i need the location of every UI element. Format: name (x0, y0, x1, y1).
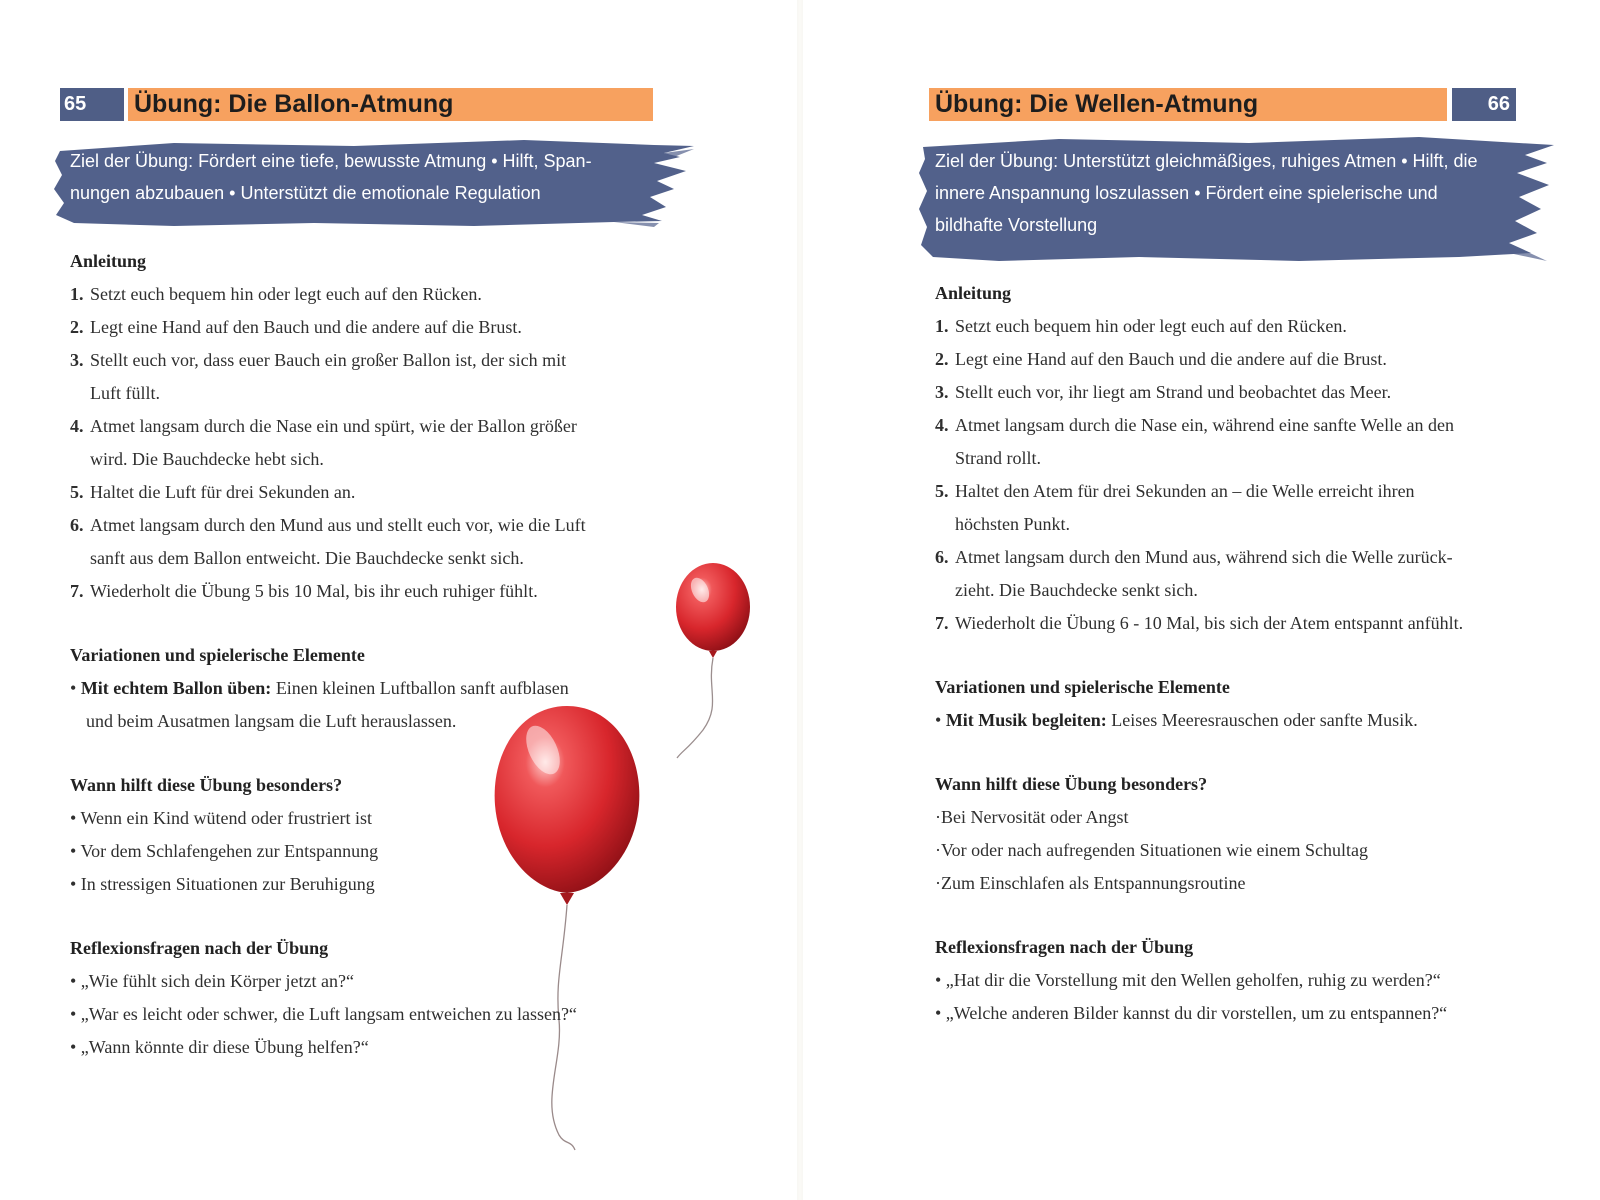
step-text: Atmet langsam durch die Nase ein, während eine sanfte Welle an den (955, 415, 1455, 435)
step-item (70, 278, 670, 311)
left-page (0, 0, 797, 1200)
right-page-title (929, 88, 1447, 121)
balloon-illustration-icon (485, 560, 760, 1180)
step-number: 3. (70, 350, 84, 370)
goal-line: Ziel der Übung: Unterstützt gleichmäßiges, ruhiges Atmen • Hilft, die (935, 151, 1478, 171)
step-text: Haltet die Luft für drei Sekunden an. (90, 482, 356, 502)
right-page-number-text: 66 (1487, 93, 1510, 115)
step-text: Legt eine Hand auf den Bauch und die andere auf die Brust. (955, 349, 1387, 369)
step-item (935, 409, 1575, 475)
when-item: • In stressigen Situationen zur Beruhigung (70, 874, 375, 894)
when-item: • Wenn ein Kind wütend oder frustriert ist (70, 808, 372, 828)
right-goal-banner (919, 135, 1554, 265)
step-text: Setzt euch bequem hin oder legt euch auf den Rücken. (955, 316, 1347, 336)
left-title-text: Übung: Die Ballon-Atmung (134, 90, 454, 118)
step-number: 7. (70, 581, 84, 601)
right-goal-text (935, 145, 1478, 241)
goal-line: innere Anspannung loszulassen • Fördert eine spielerische und (935, 183, 1438, 203)
step-number: 5. (935, 481, 949, 501)
reflection-item: • „War es leicht oder schwer, die Luft langsam entweichen zu lassen?“ (70, 1004, 577, 1024)
variation-text: und beim Ausatmen langsam die Luft herauslassen. (86, 711, 457, 731)
when-heading: Wann hilft diese Übung besonders? (70, 775, 343, 795)
step-number: 1. (935, 316, 949, 336)
instructions-heading: Anleitung (935, 283, 1012, 303)
step-item (70, 311, 670, 344)
when-heading: Wann hilft diese Übung besonders? (935, 774, 1208, 794)
right-page-number (1452, 88, 1516, 121)
variation-item: • Mit Musik begleiten: Leises Meeresrauschen oder sanfte Musik. (935, 710, 1418, 730)
step-text: Strand rollt. (955, 448, 1041, 468)
reflection-heading: Reflexionsfragen nach der Übung (70, 938, 329, 958)
variation-item: • Mit echtem Ballon üben: Einen kleinen Luftballon sanft aufblasen und beim Ausatmen langsam die Luft herauslassen. (70, 678, 569, 731)
reflection-item: • „Welche anderen Bilder kannst du dir vorstellen, um zu entspannen?“ (935, 1003, 1448, 1023)
when-item: • Vor dem Schlafengehen zur Entspannung (70, 841, 379, 861)
right-content (935, 277, 1575, 1030)
left-goal-banner (54, 137, 694, 229)
step-text: Legt eine Hand auf den Bauch und die andere auf die Brust. (90, 317, 522, 337)
goal-line: Ziel der Übung: Fördert eine tiefe, bewusste Atmung • Hilft, Span- (70, 151, 592, 171)
step-number: 4. (70, 416, 84, 436)
variations-heading: Variationen und spielerische Elemente (70, 645, 365, 665)
small-balloon-icon (676, 563, 750, 758)
step-item (70, 410, 670, 476)
step-item (935, 607, 1575, 640)
instructions-heading: Anleitung (70, 251, 147, 271)
variation-bold: Mit Musik begleiten: (945, 710, 1107, 730)
left-goal-text (70, 145, 592, 209)
step-item (935, 310, 1575, 343)
step-number: 2. (70, 317, 84, 337)
step-text: höchsten Punkt. (955, 514, 1070, 534)
step-item (935, 376, 1575, 409)
step-number: 4. (935, 415, 949, 435)
step-text: Stellt euch vor, ihr liegt am Strand und beobachtet das Meer. (955, 382, 1392, 402)
step-number: 5. (70, 482, 84, 502)
right-page (803, 0, 1600, 1200)
left-page-title (128, 88, 653, 121)
reflection-item: • „Wie fühlt sich dein Körper jetzt an?“ (70, 971, 354, 991)
step-item (935, 343, 1575, 376)
reflection-item: • „Wann könnte dir diese Übung helfen?“ (70, 1037, 369, 1057)
step-text: Wiederholt die Übung 6 - 10 Mal, bis sich der Atem entspannt anfühlt. (955, 613, 1464, 633)
step-text: Haltet den Atem für drei Sekunden an – die Welle erreicht ihren (955, 481, 1415, 501)
step-item (935, 475, 1575, 541)
large-balloon-icon (495, 706, 640, 1150)
variations-heading: Variationen und spielerische Elemente (935, 677, 1230, 697)
goal-line: nungen abzubauen • Unterstützt die emotionale Regulation (70, 183, 541, 203)
step-text: Setzt euch bequem hin oder legt euch auf den Rücken. (90, 284, 482, 304)
when-item: ·Vor oder nach aufregenden Situationen wie einem Schultag (935, 840, 1369, 860)
step-text: Atmet langsam durch den Mund aus und stellt euch vor, wie die Luft (90, 515, 586, 535)
step-number: 6. (935, 547, 949, 567)
step-text: Luft füllt. (90, 383, 160, 403)
step-number: 7. (935, 613, 949, 633)
variation-text: Leises Meeresrauschen oder sanfte Musik. (1106, 710, 1418, 730)
step-item (70, 476, 670, 509)
step-text: Wiederholt die Übung 5 bis 10 Mal, bis ihr euch ruhiger fühlt. (90, 581, 538, 601)
left-page-number (60, 88, 124, 121)
when-item: ·Zum Einschlafen als Entspannungsroutine (935, 873, 1246, 893)
variation-text: Einen kleinen Luftballon sanft aufblasen (271, 678, 569, 698)
step-number: 6. (70, 515, 84, 535)
variation-bold: Mit echtem Ballon üben: (80, 678, 272, 698)
step-text: wird. Die Bauchdecke hebt sich. (90, 449, 324, 469)
right-title-text: Übung: Die Wellen-Atmung (935, 90, 1259, 118)
goal-line: bildhafte Vorstellung (935, 215, 1098, 235)
step-text: Atmet langsam durch die Nase ein und spürt, wie der Ballon größer (90, 416, 577, 436)
step-text: zieht. Die Bauchdecke senkt sich. (955, 580, 1198, 600)
when-item: ·Bei Nervosität oder Angst (935, 807, 1129, 827)
step-item (70, 344, 670, 410)
step-text: Stellt euch vor, dass euer Bauch ein großer Ballon ist, der sich mit (90, 350, 567, 370)
step-item (935, 541, 1575, 607)
step-number: 3. (935, 382, 949, 402)
step-text: Atmet langsam durch den Mund aus, während sich die Welle zurück- (955, 547, 1453, 567)
step-text: sanft aus dem Ballon entweicht. Die Bauchdecke senkt sich. (90, 548, 524, 568)
step-number: 2. (935, 349, 949, 369)
reflection-heading: Reflexionsfragen nach der Übung (935, 937, 1194, 957)
left-page-number-text: 65 (64, 93, 87, 115)
step-number: 1. (70, 284, 84, 304)
reflection-item: • „Hat dir die Vorstellung mit den Wellen geholfen, ruhig zu werden?“ (935, 970, 1441, 990)
